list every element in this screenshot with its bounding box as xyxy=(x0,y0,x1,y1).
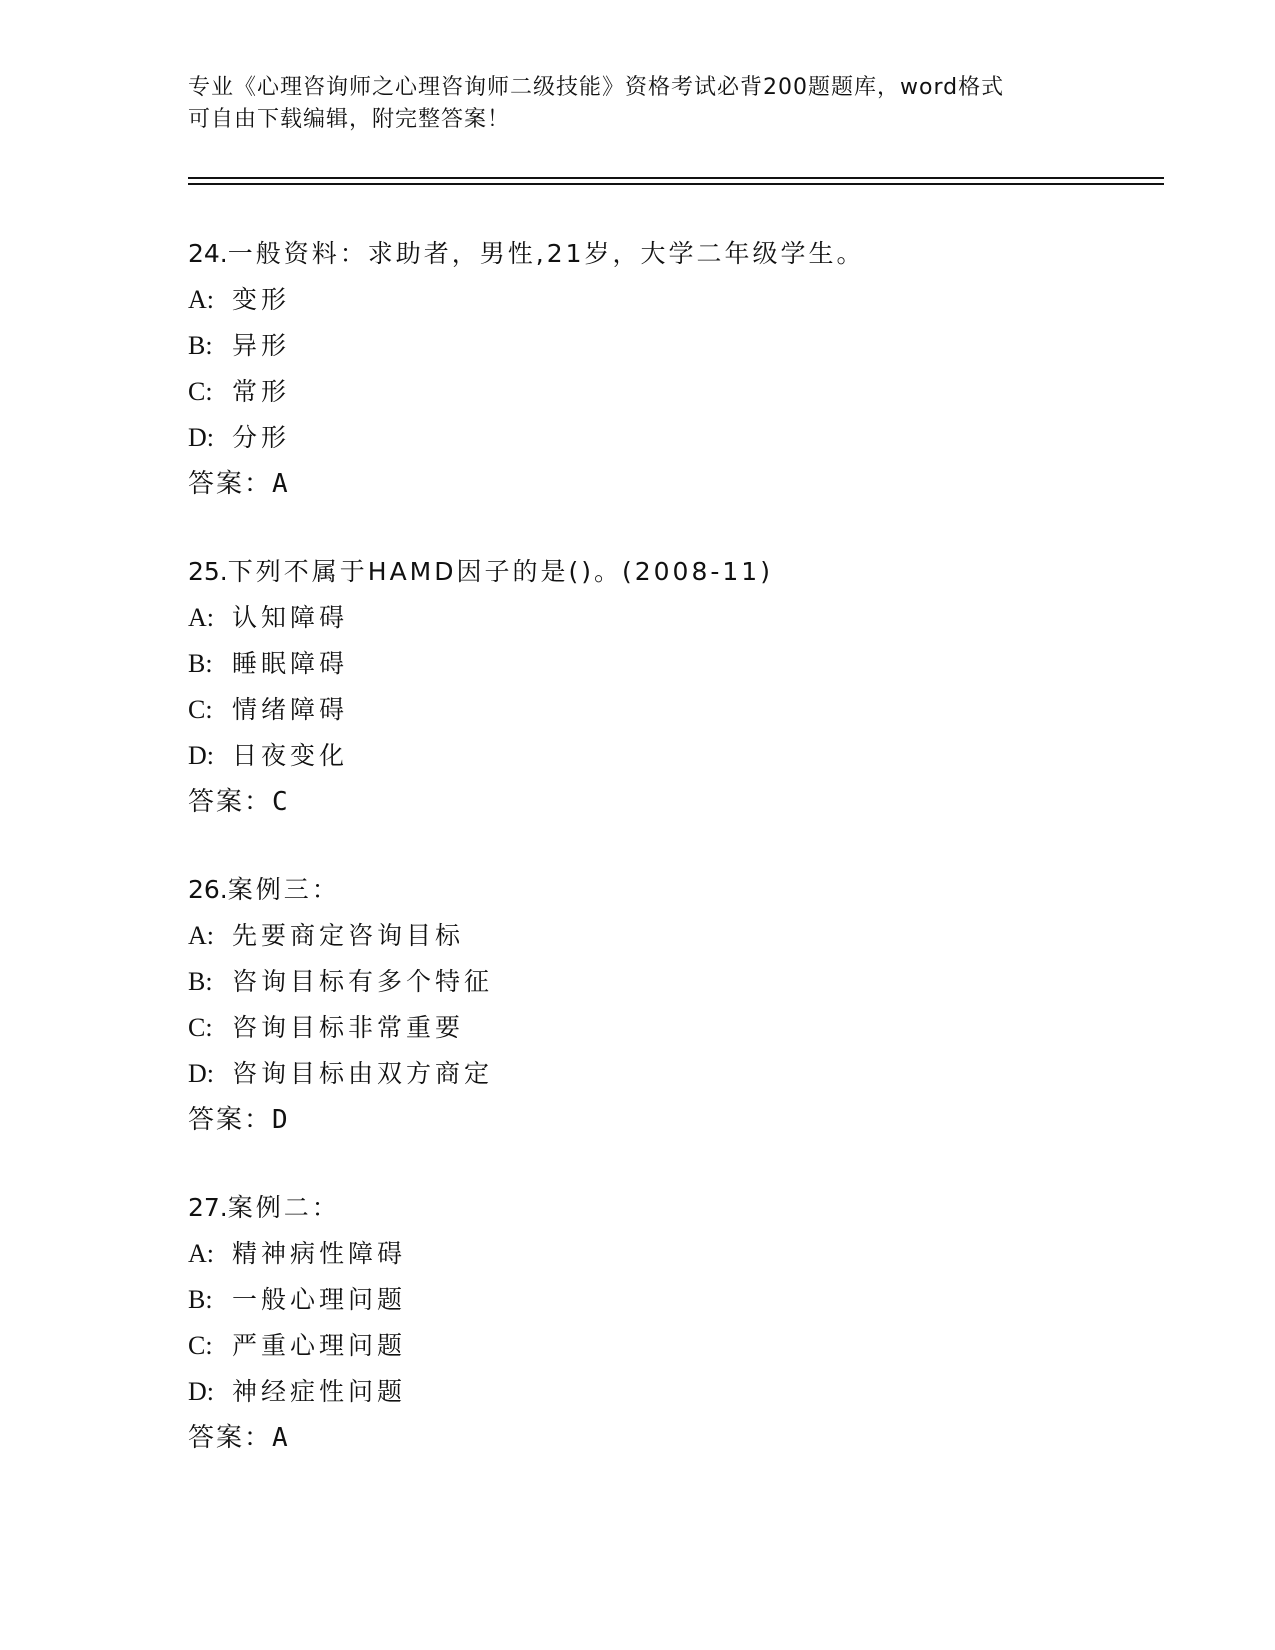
option-c xyxy=(188,369,1148,415)
option-d xyxy=(188,1369,1148,1415)
answer-line xyxy=(188,461,1148,507)
option-text: 异形 xyxy=(232,331,291,360)
option-letter: C: xyxy=(188,695,213,724)
option-text: 常形 xyxy=(232,377,291,406)
question-text: 案例二： xyxy=(227,1193,340,1222)
question-number: 26. xyxy=(188,875,228,904)
question-stem xyxy=(188,231,1148,277)
option-letter: A: xyxy=(188,285,214,314)
option-text: 认知障碍 xyxy=(232,603,349,632)
answer-value: A xyxy=(272,469,288,499)
option-text: 一般心理问题 xyxy=(232,1285,407,1314)
option-text: 神经症性问题 xyxy=(232,1377,407,1406)
option-d xyxy=(188,1051,1148,1097)
option-text: 咨询目标由双方商定 xyxy=(232,1059,494,1088)
header-line-1: 专业《心理咨询师之心理咨询师二级技能》资格考试必背200题题库，word格式 xyxy=(188,75,1005,100)
option-d xyxy=(188,733,1148,779)
option-letter: A: xyxy=(188,921,214,950)
option-text: 咨询目标有多个特征 xyxy=(232,967,494,996)
option-letter: C: xyxy=(188,1331,213,1360)
option-d xyxy=(188,415,1148,461)
option-letter: D: xyxy=(188,1377,214,1406)
answer-line xyxy=(188,1097,1148,1143)
answer-line xyxy=(188,1415,1148,1461)
option-a xyxy=(188,913,1148,959)
question-number: 25. xyxy=(188,557,228,586)
option-a xyxy=(188,277,1148,323)
header-divider-bottom xyxy=(188,183,1164,185)
option-text: 情绪障碍 xyxy=(232,695,349,724)
option-text: 睡眠障碍 xyxy=(232,649,349,678)
option-letter: D: xyxy=(188,741,214,770)
option-b xyxy=(188,641,1148,687)
option-letter: A: xyxy=(188,1239,214,1268)
question-24 xyxy=(188,231,1148,507)
option-b xyxy=(188,959,1148,1005)
header-line-2: 可自由下载编辑，附完整答案！ xyxy=(188,107,511,132)
option-text: 分形 xyxy=(232,423,291,452)
option-letter: B: xyxy=(188,967,213,996)
option-letter: C: xyxy=(188,1013,213,1042)
question-stem xyxy=(188,867,1148,913)
question-26 xyxy=(188,867,1148,1143)
answer-label: 答案： xyxy=(188,1423,273,1453)
option-c xyxy=(188,1323,1148,1369)
question-25 xyxy=(188,549,1148,825)
option-letter: D: xyxy=(188,1059,214,1088)
option-letter: B: xyxy=(188,331,213,360)
question-27 xyxy=(188,1185,1148,1461)
answer-value: D xyxy=(272,1105,288,1135)
option-text: 日夜变化 xyxy=(232,741,349,770)
header-divider-top xyxy=(188,177,1164,179)
answer-line xyxy=(188,779,1148,825)
option-letter: A: xyxy=(188,603,214,632)
answer-value: A xyxy=(272,1423,288,1453)
question-text: 一般资料：求助者，男性,21岁，大学二年级学生。 xyxy=(227,239,865,268)
question-text: 案例三： xyxy=(227,875,340,904)
option-letter: C: xyxy=(188,377,213,406)
option-c xyxy=(188,687,1148,733)
option-c xyxy=(188,1005,1148,1051)
question-text: 下列不属于HAMD因子的是()。(2008-11) xyxy=(227,557,773,586)
question-number: 27. xyxy=(188,1193,228,1222)
answer-label: 答案： xyxy=(188,469,273,499)
question-number: 24. xyxy=(188,239,228,268)
option-a xyxy=(188,1231,1148,1277)
option-b xyxy=(188,1277,1148,1323)
question-stem xyxy=(188,1185,1148,1231)
option-text: 咨询目标非常重要 xyxy=(232,1013,465,1042)
option-letter: B: xyxy=(188,1285,213,1314)
option-text: 先要商定咨询目标 xyxy=(232,921,465,950)
option-letter: B: xyxy=(188,649,213,678)
option-text: 严重心理问题 xyxy=(232,1331,407,1360)
option-a xyxy=(188,595,1148,641)
document-header xyxy=(188,72,1088,136)
question-stem xyxy=(188,549,1148,595)
option-text: 精神病性障碍 xyxy=(232,1239,407,1268)
option-text: 变形 xyxy=(232,285,291,314)
option-b xyxy=(188,323,1148,369)
answer-value: C xyxy=(272,787,288,817)
answer-label: 答案： xyxy=(188,1105,273,1135)
answer-label: 答案： xyxy=(188,787,273,817)
option-letter: D: xyxy=(188,423,214,452)
